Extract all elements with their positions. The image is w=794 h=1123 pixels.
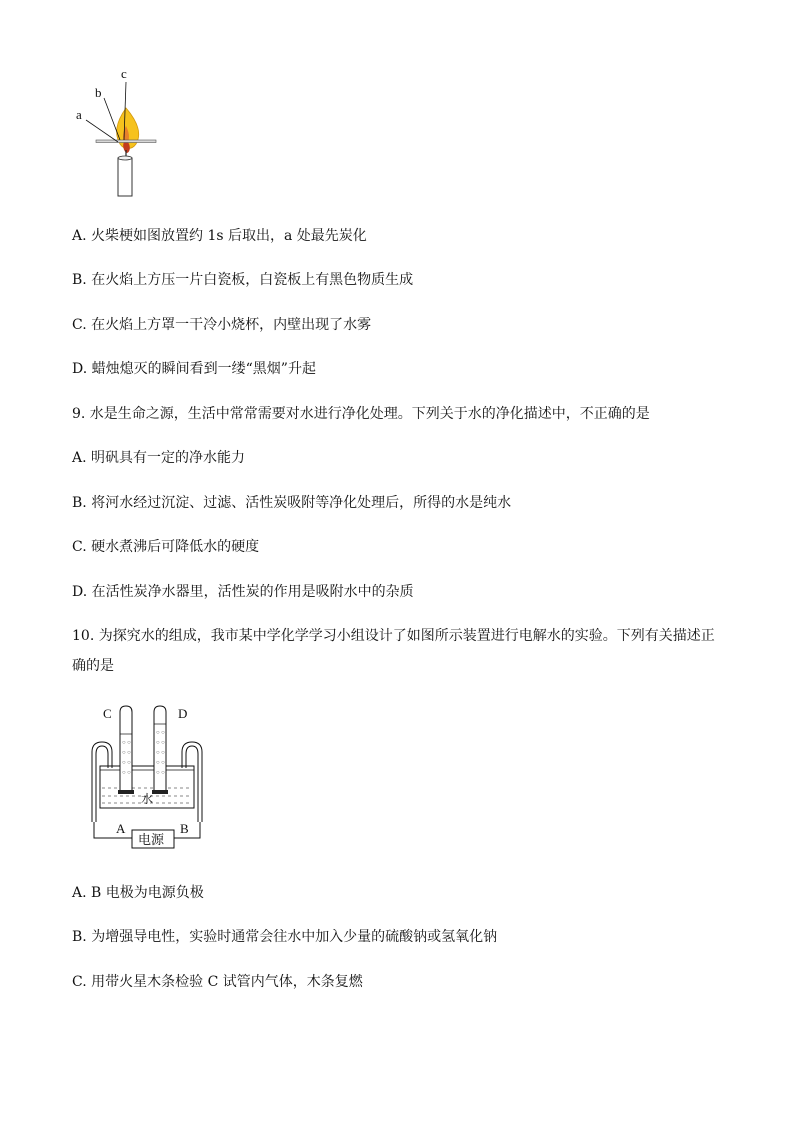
label-a: a: [76, 107, 82, 122]
q9-option-d: D. 在活性炭净水器里，活性炭的作用是吸附水中的杂质: [72, 584, 414, 600]
label-tube-d: D: [178, 706, 188, 721]
q9-option-c: C. 硬水煮沸后可降低水的硬度: [72, 539, 260, 555]
q9-option-b: B. 将河水经过沉淀、过滤、活性炭吸附等净化处理后，所得的水是纯水: [72, 495, 512, 511]
q9-stem: 9. 水是生命之源，生活中常常需要对水进行净化处理。下列关于水的净化描述中，不正确的是: [72, 406, 650, 422]
svg-text:○ ○: ○ ○: [156, 730, 165, 736]
label-b: b: [95, 85, 102, 100]
q10-stem-line1: 10. 为探究水的组成，我市某中学化学学习小组设计了如图所示装置进行电解水的实验。下列有关描述正: [72, 628, 715, 644]
svg-text:○ ○: ○ ○: [122, 740, 131, 746]
electrolysis-drawing: [82, 700, 212, 852]
q8-option-a: A. 火柴梗如图放置约 1s 后取出，a 处最先炭化: [72, 228, 367, 244]
candle-flame-drawing: [80, 70, 170, 200]
q8-option-c: C. 在火焰上方罩一干冷小烧杯，内壁出现了水雾: [72, 317, 372, 333]
svg-text:○ ○: ○ ○: [122, 760, 131, 766]
label-water: 水: [141, 792, 154, 806]
label-tube-c: C: [103, 706, 112, 721]
q8-option-d: D. 蜡烛熄灭的瞬间看到一缕“黑烟”升起: [72, 361, 316, 377]
svg-text:○ ○: ○ ○: [122, 770, 131, 776]
q9-option-a: A. 明矾具有一定的净水能力: [72, 450, 246, 466]
label-c: c: [121, 66, 127, 81]
q10-option-c: C. 用带火星木条检验 C 试管内气体，木条复燃: [72, 974, 363, 990]
svg-text:○ ○: ○ ○: [156, 750, 165, 756]
label-electrode-b: B: [180, 821, 189, 836]
label-electrode-a: A: [116, 821, 126, 836]
q10-option-a: A. B 电极为电源负极: [72, 885, 204, 901]
svg-text:○ ○: ○ ○: [156, 770, 165, 776]
q10-stem-line2: 确的是: [72, 658, 114, 674]
svg-text:○ ○: ○ ○: [122, 750, 131, 756]
svg-text:○ ○: ○ ○: [156, 740, 165, 746]
svg-text:○ ○: ○ ○: [156, 760, 165, 766]
label-power-source: 电源: [138, 832, 165, 847]
q10-option-b: B. 为增强导电性，实验时通常会往水中加入少量的硫酸钠或氢氧化钠: [72, 929, 498, 945]
q8-option-b: B. 在火焰上方压一片白瓷板，白瓷板上有黑色物质生成: [72, 272, 414, 288]
